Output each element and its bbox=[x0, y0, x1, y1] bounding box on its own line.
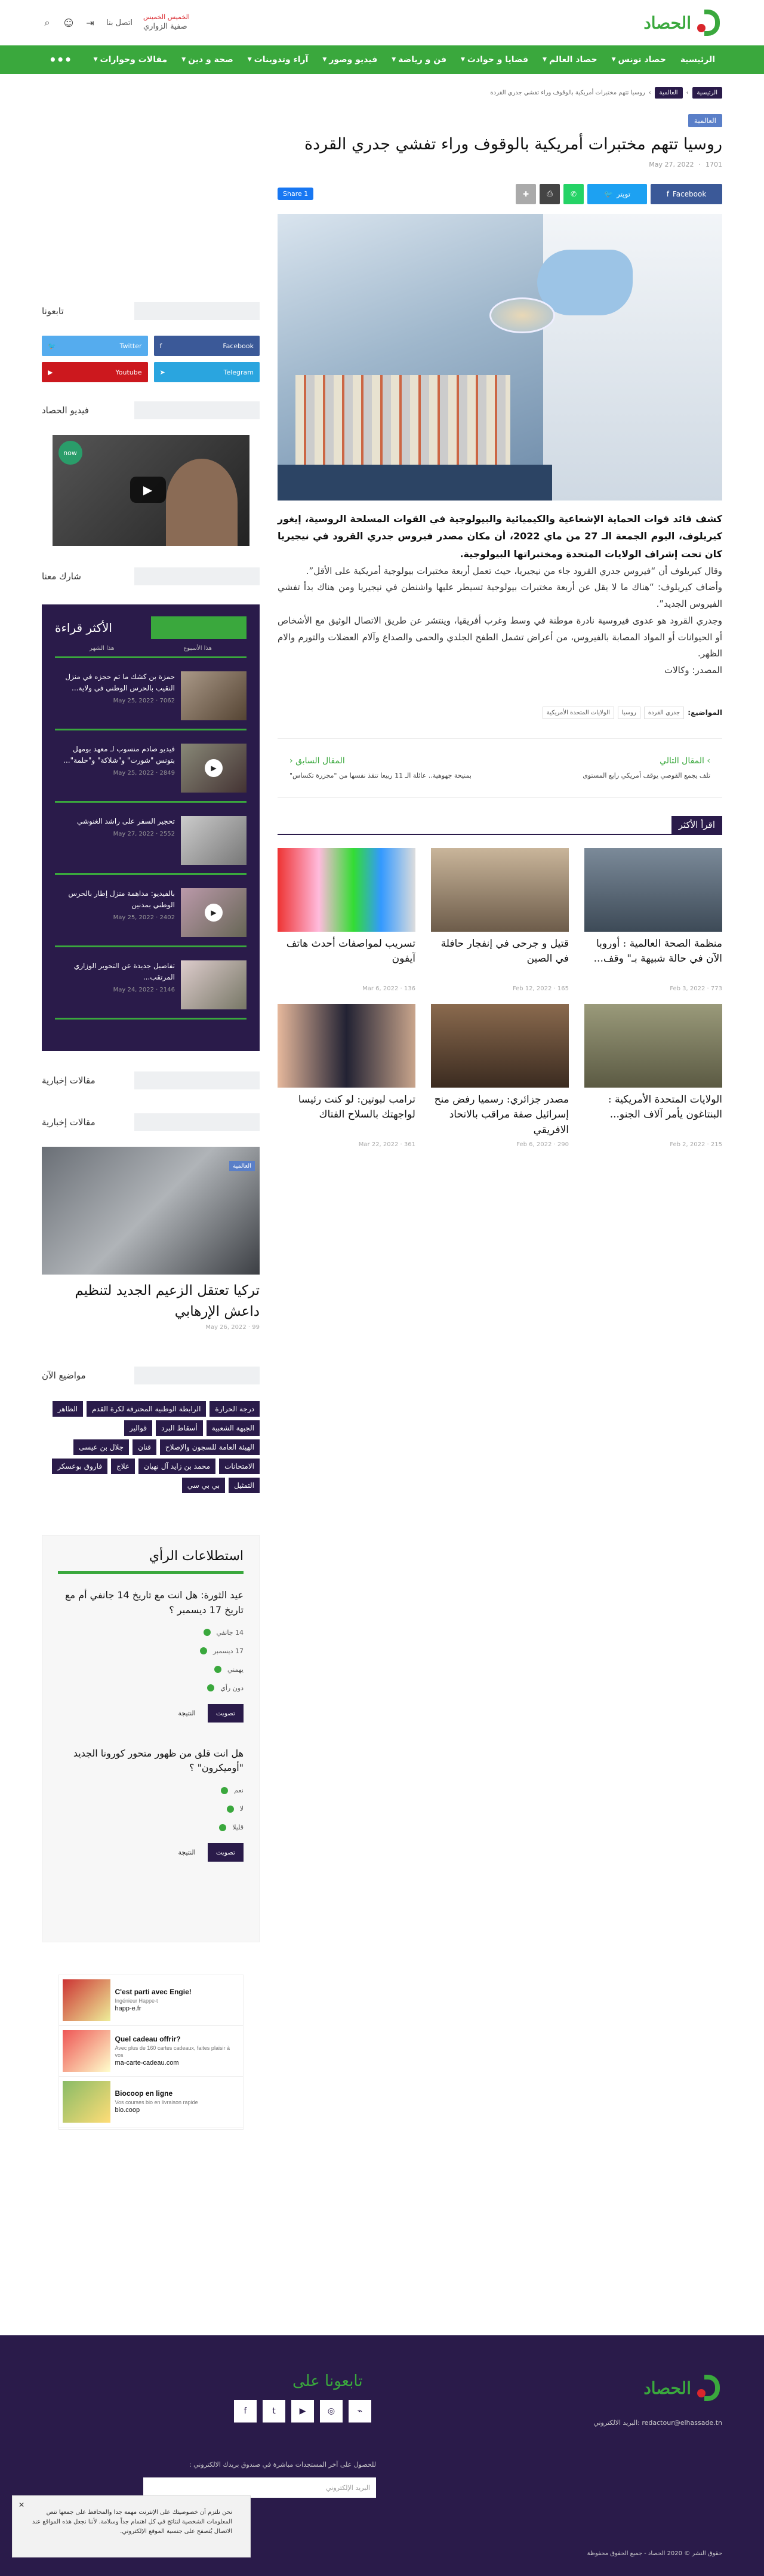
radio-icon bbox=[200, 1647, 207, 1654]
more-share-button[interactable] bbox=[516, 184, 536, 204]
next-article-link[interactable]: › المقال التالي تلف يجمع القوصي يوقف أمريكي رابع المستوى bbox=[583, 756, 710, 780]
news-meta: 99 · May 26, 2022 bbox=[205, 1324, 260, 1331]
site-logo[interactable] bbox=[643, 8, 722, 37]
twitter-icon[interactable]: t bbox=[263, 2400, 285, 2423]
topic-tag[interactable]: علاج bbox=[111, 1459, 135, 1474]
tab-month[interactable]: هذا الشهر bbox=[90, 645, 115, 652]
follow-facebook-button[interactable]: Facebook f bbox=[154, 336, 260, 356]
youtube-icon[interactable]: ▶ bbox=[291, 2400, 314, 2423]
prev-article-link[interactable]: المقال السابق ‹ بمنيحة جهوهية.. عائلة الـ 11 ربيعا تنقذ نفسها من "مجزرة تكساس" bbox=[289, 756, 472, 780]
chevron-down-icon: ▼ bbox=[611, 57, 616, 63]
polls-widget bbox=[42, 1535, 260, 1942]
topics-title: مواضيع الآن bbox=[42, 1365, 260, 1386]
video-widget-title: فيديو الحصاد bbox=[42, 400, 260, 420]
nav-item-arts-sports[interactable]: فن و رياضة ▼ bbox=[392, 55, 446, 65]
youtube-icon: ▶ bbox=[48, 368, 53, 376]
close-icon[interactable]: ✕ bbox=[19, 2501, 25, 2509]
breadcrumb-home[interactable]: الرئيسية bbox=[692, 87, 722, 99]
related-card[interactable]: الولايات المتحدة الأمريكية : البنتاغون يأمر آلاف الجنو... 215 · Feb 2, 2022 bbox=[584, 1004, 722, 1148]
tag-link[interactable]: الولايات المتحدة الأمريكية bbox=[543, 707, 614, 719]
article-paragraph: وقال كيريلوف أن “فيروس جدري القرود جاء من نيجيريا، حيث تعمل أربعة مختبرات بيولوجية أمريكية على الأقل”. bbox=[306, 565, 722, 576]
topic-tag[interactable]: محمد بن زايد آل نهيان bbox=[138, 1459, 215, 1474]
related-card[interactable]: ترامب لبوتين: لو كنت رئيسا لواجهتك بالسلاح الفتاك 361 · Mar 22, 2022 bbox=[278, 1004, 415, 1148]
related-image bbox=[584, 848, 722, 932]
poll bbox=[58, 1588, 244, 1723]
play-icon[interactable]: ▶ bbox=[130, 477, 166, 503]
related-image bbox=[278, 1004, 415, 1088]
facebook-icon[interactable]: f bbox=[234, 2400, 257, 2423]
popular-title: الأكثر قراءة bbox=[55, 621, 112, 635]
poll-option[interactable]: دون رأي bbox=[58, 1684, 244, 1692]
chevron-right-icon: › bbox=[707, 756, 710, 766]
fb-share-counter[interactable]: Share 1 bbox=[278, 188, 313, 200]
cookie-notice: ✕ نحن نلتزم أن خصوصيتك على الإنترنت مهمة جدا والمحافظ على جمعها تنص المعلومات الشخصية لنتائج في كل اهتمام جداً وسلامة. لأننا نجعل هذه المواقع عند الاتصال يُتصفح على جنسية الموقع الإلكتروني. bbox=[12, 2495, 251, 2557]
newsletter-label: للحصول على آخر المستجدات مباشرة في صندوق بريدك الالكتروني : bbox=[189, 2461, 376, 2468]
vote-button[interactable]: تصويت bbox=[208, 1843, 244, 1862]
breadcrumb: الرئيسية › العالمية › روسيا تتهم مختبرات أمريكية بالوقوف وراء تفشي جدري القردة bbox=[278, 87, 722, 99]
poll-question: عيد الثورة: هل انت مع تاريخ 14 جانفي أم مع تاريخ 17 ديسمبر ؟ bbox=[65, 1589, 244, 1616]
related-section-title: اقرأ الأكثر bbox=[278, 816, 722, 835]
topic-tag[interactable]: قنان bbox=[133, 1439, 156, 1455]
follow-twitter-button[interactable]: Twitter 🐦 bbox=[42, 336, 148, 356]
article-lead: كشف قائد قوات الحماية الإشعاعية والكيميائية والبيولوجية في القوات المسلحة الروسية، إيغور كيريلوف، اليوم الجمعة الـ 27 من ماي 2022، أن مكان مصدر فيروس جدري القرود في نيجيريا كان تحت إشراف الولايات المتحدة ومختبراتها البيولوجية. bbox=[278, 512, 723, 560]
nav-item-tunisia[interactable]: حصاد تونس ▼ bbox=[611, 55, 666, 65]
related-card[interactable]: منظمة الصحة العالمية : أوروبا الآن في حالة شبيهة بـ" وقف... 773 · Feb 3, 2022 bbox=[584, 848, 722, 992]
topic-tag[interactable]: قوالير bbox=[124, 1420, 152, 1436]
nav-item-articles[interactable]: مقالات وحوارات ▼ bbox=[93, 55, 168, 65]
poll bbox=[58, 1746, 244, 1862]
article-tags: المواضيع: جدري القردة روسيا الولايات المتحدة الأمريكية bbox=[278, 707, 722, 719]
article-views: 1701 bbox=[706, 160, 722, 168]
header-date: الخميس الخميس صفية الزواري bbox=[143, 13, 190, 31]
nav-item-video[interactable]: فيديو وصور ▼ bbox=[322, 55, 378, 65]
sidebar bbox=[42, 74, 260, 2130]
chevron-down-icon: ▼ bbox=[461, 57, 465, 63]
related-image bbox=[431, 1004, 569, 1088]
related-card[interactable]: تسريب لمواصفات أحدث هاتف آيفون 136 · Mar 6, 2022 bbox=[278, 848, 415, 992]
radio-icon bbox=[214, 1666, 221, 1673]
news-image[interactable]: العالمية bbox=[42, 1147, 260, 1275]
popular-item[interactable]: ▶ بالفيديو: مداهمة منزل إطار بالحرس الوطني بمدنين 2402 · May 25, 2022 bbox=[55, 888, 247, 947]
nav-item-world[interactable]: حصاد العالم ▼ bbox=[543, 55, 597, 65]
whatsapp-icon: ✆ bbox=[570, 189, 577, 198]
topic-tag[interactable]: الرابطة الوطنية المحترفة لكرة القدم bbox=[87, 1401, 206, 1417]
news-widget bbox=[42, 1112, 260, 1331]
polls-title: استطلاعات الرأي bbox=[58, 1549, 244, 1574]
contact-link[interactable]: اتصل بنا bbox=[106, 18, 133, 27]
article-paragraph: وأضاف كيريلوف: “هناك ما لا يقل عن أربعة مختبرات بيولوجية تسيطر عليها واشنطن في نيجيريا ومن هناك بدأ تفشي الفيروس الجديد”. bbox=[278, 582, 722, 610]
plus-icon: ✚ bbox=[522, 189, 529, 198]
article-hero-image bbox=[278, 214, 722, 501]
popular-item[interactable]: تحجير السفر على راشد الغنوشي 2552 · May 27, 2022 bbox=[55, 816, 247, 875]
topic-tag[interactable]: الهيئة العامة للسجون والإصلاح bbox=[160, 1439, 260, 1455]
user-icon[interactable]: ☺ bbox=[63, 17, 74, 29]
video-player[interactable] bbox=[53, 435, 249, 546]
related-card[interactable]: مصدر جزائري: رسميا رفض منح إسرائيل صفة مراقب بالاتحاد الافريقي 290 · Feb 6, 2022 bbox=[431, 1004, 569, 1148]
site-header bbox=[0, 0, 764, 45]
follow-buttons bbox=[42, 336, 260, 382]
nav-item-issues[interactable]: قضايا و حوادث ▼ bbox=[461, 55, 529, 65]
facebook-icon: f bbox=[159, 342, 162, 350]
poll-option[interactable]: لا bbox=[58, 1805, 244, 1813]
share-twitter-button[interactable]: تويتر 🐦 bbox=[587, 184, 647, 204]
chevron-down-icon: ▼ bbox=[543, 57, 547, 63]
nav-item-health[interactable]: صحة و دين ▼ bbox=[181, 55, 233, 65]
play-icon: ▶ bbox=[205, 904, 223, 922]
more-menu-icon[interactable]: ••• bbox=[49, 53, 72, 67]
chevron-down-icon: ▼ bbox=[322, 57, 327, 63]
share-widget-title: شارك معنا bbox=[42, 566, 260, 587]
breadcrumb-current: روسيا تتهم مختبرات أمريكية بالوقوف وراء تفشي جدري القردة bbox=[490, 90, 645, 96]
chevron-down-icon: ▼ bbox=[392, 57, 396, 63]
article-paragraph: وجدري القرود هو عدوى فيروسية نادرة موطنة في وسط وغرب أفريقيا، وينتشر عن طريق الاتصال الوثيق مع الأشخاص أو الحيوانات أو المواد المصابة بالفيروس، من أعراض تشمل الطفح الجلدي والحمى والصداع وآلام العضلات والتورم والام الظهر. bbox=[278, 615, 722, 659]
opinions-widget-title: مقالات إخبارية bbox=[42, 1070, 260, 1091]
poll-question: هل انت قلق من ظهور متحور كورونا الجديد "أوميكرون" ؟ bbox=[73, 1747, 244, 1774]
follow-widget-title: تابعونا bbox=[42, 301, 260, 321]
poll-option[interactable]: يهمني bbox=[58, 1666, 244, 1674]
article-source: المصدر: وكالات bbox=[664, 665, 722, 676]
topic-tag[interactable]: جلال بن عيسى bbox=[73, 1439, 129, 1455]
popular-item[interactable]: ▶ فيديو صادم منسوب لـ معهد بومهل بتونس "شورت" و"شلاكة" و"حلمة"... 2849 · May 25, 2022 bbox=[55, 744, 247, 803]
radio-icon bbox=[207, 1684, 214, 1691]
topic-tag[interactable]: التمثيل bbox=[229, 1478, 260, 1493]
login-icon[interactable]: ⇥ bbox=[86, 17, 94, 29]
share-facebook-button[interactable]: Facebook f bbox=[651, 184, 722, 204]
footer-social bbox=[234, 2400, 371, 2423]
footer-email: redactour@elhassade.tn :البريد الالكتروني bbox=[593, 2419, 722, 2427]
article-title: روسيا تتهم مختبرات أمريكية بالوقوف وراء تفشي جدري القردة bbox=[304, 135, 722, 153]
radio-icon bbox=[221, 1787, 228, 1794]
radio-icon bbox=[204, 1629, 211, 1636]
tag-link[interactable]: روسيا bbox=[618, 707, 640, 719]
search-icon[interactable]: ⌕ bbox=[44, 17, 50, 28]
topics-widget bbox=[42, 1365, 260, 1493]
vote-button[interactable]: تصويت bbox=[208, 1704, 244, 1723]
chevron-down-icon: ▼ bbox=[181, 57, 186, 63]
facebook-icon: f bbox=[666, 189, 669, 198]
popular-widget bbox=[42, 604, 260, 1051]
logo-text: الحصاد bbox=[643, 13, 691, 33]
article-main bbox=[278, 74, 722, 1148]
topic-tag[interactable]: درجة الحرارة bbox=[210, 1401, 260, 1417]
news-title[interactable]: تركيا تعتقل الزعيم الجديد لتنظيم داعش الإرهابي bbox=[75, 1283, 260, 1319]
ad-row: Biocoop en ligne Vos courses bio en livraison rapide bio.coop bbox=[59, 2077, 243, 2127]
twitter-icon: 🐦 bbox=[603, 189, 613, 198]
radio-icon bbox=[227, 1806, 234, 1813]
topic-tag[interactable]: أسقاط البرد bbox=[156, 1420, 203, 1436]
follow-telegram-button[interactable]: Telegram ➤ bbox=[154, 362, 260, 382]
poll-option[interactable]: قليلا bbox=[58, 1823, 244, 1831]
ad-row: C'est parti avec Engie! Ingénieur Happe-t happ-e.fr bbox=[59, 1975, 243, 2026]
main-nav bbox=[0, 45, 764, 74]
footer-follow-title: تابعونا على bbox=[292, 2372, 363, 2390]
footer-logo[interactable]: الحصاد bbox=[643, 2374, 722, 2402]
advertisement[interactable] bbox=[58, 1975, 244, 2130]
popular-item[interactable]: حمزة بن كشك ما تم حجزه في منزل النقيب بالحرس الوطني في ولاية... 7062 · May 25, 2022 bbox=[55, 671, 247, 730]
category-badge[interactable]: العالمية bbox=[688, 114, 722, 127]
follow-youtube-button[interactable]: Youtube ▶ bbox=[42, 362, 148, 382]
nav-item-opinions[interactable]: آراء وتدوينات ▼ bbox=[247, 55, 309, 65]
twitter-icon: 🐦 bbox=[48, 342, 56, 350]
article-meta: 1701 · May 27, 2022 bbox=[649, 160, 722, 168]
copyright: حقوق النشر © 2020 الحصاد - جميع الحقوق محفوظة bbox=[587, 2550, 722, 2557]
topic-tag[interactable]: بي بي سي bbox=[182, 1478, 225, 1493]
results-link[interactable]: النتيجة bbox=[178, 1709, 196, 1717]
results-link[interactable]: النتيجة bbox=[178, 1849, 196, 1857]
related-image bbox=[431, 848, 569, 932]
chevron-down-icon: ▼ bbox=[93, 57, 98, 63]
topic-tag[interactable]: الجبهة الشعبية bbox=[207, 1420, 260, 1436]
now-logo-icon: now bbox=[58, 441, 82, 465]
poll-option[interactable]: 17 ديسمبر bbox=[58, 1647, 244, 1655]
chevron-left-icon: ‹ bbox=[289, 756, 293, 766]
topic-tag[interactable]: الامتحانات bbox=[219, 1459, 260, 1474]
radio-icon bbox=[219, 1824, 226, 1831]
tab-week[interactable]: هذا الأسبوع bbox=[183, 645, 212, 652]
tag-link[interactable]: جدري القردة bbox=[644, 707, 684, 719]
nav-item-home[interactable]: الرئيسية bbox=[680, 55, 715, 65]
topic-tag[interactable]: الظاهر bbox=[53, 1401, 83, 1417]
instagram-icon[interactable]: ◎ bbox=[320, 2400, 343, 2423]
news-widget-title: مقالات إخبارية bbox=[42, 1112, 260, 1132]
related-grid bbox=[278, 848, 722, 1148]
telegram-icon: ➤ bbox=[159, 368, 165, 376]
chevron-down-icon: ▼ bbox=[247, 57, 252, 63]
logo-mark-icon bbox=[696, 8, 722, 37]
related-card[interactable]: قتيل و جرحى في إنفجار حافلة في الصين 165 · Feb 12, 2022 bbox=[431, 848, 569, 992]
play-icon: ▶ bbox=[205, 759, 223, 777]
rss-icon[interactable]: ⌁ bbox=[349, 2400, 371, 2423]
article-date: May 27, 2022 bbox=[649, 160, 694, 168]
poll-option[interactable]: نعم bbox=[58, 1786, 244, 1794]
share-whatsapp-button[interactable] bbox=[563, 184, 584, 204]
prev-next-nav bbox=[278, 738, 722, 798]
related-image bbox=[278, 848, 415, 932]
print-button[interactable] bbox=[540, 184, 560, 204]
related-image bbox=[584, 1004, 722, 1088]
topic-tag[interactable]: فاروق بوعسكر bbox=[52, 1459, 107, 1474]
poll-option[interactable]: 14 جانفي bbox=[58, 1629, 244, 1637]
newsletter-email-input[interactable]: البريد الإلكتروني bbox=[143, 2477, 376, 2498]
popular-item[interactable]: تفاصيل جديدة عن التحوير الوزاري المرتقب... 2146 · May 24, 2022 bbox=[55, 960, 247, 1020]
breadcrumb-category[interactable]: العالمية bbox=[655, 87, 683, 99]
print-icon: ⎙ bbox=[547, 189, 553, 198]
logo-mark-icon bbox=[696, 2374, 722, 2402]
ad-row: Quel cadeau offrir? Avec plus de 160 cartes cadeaux, faites plaisir à vos ma-carte-cadeau.com bbox=[59, 2026, 243, 2077]
